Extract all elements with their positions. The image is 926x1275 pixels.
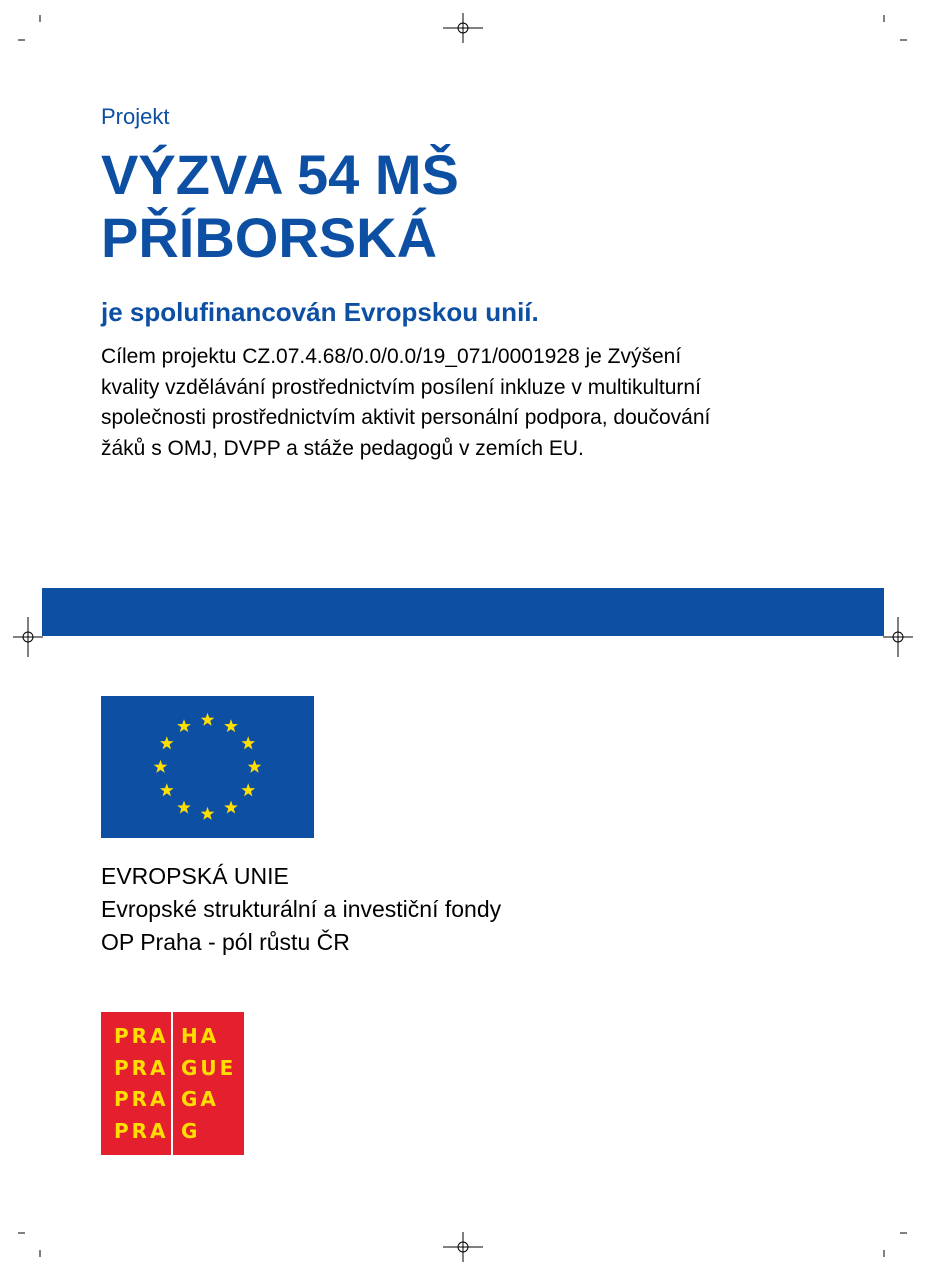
eu-flag-star-icon: [224, 801, 238, 814]
eu-flag-icon: [101, 696, 314, 838]
eu-flag-star-icon: [160, 783, 174, 796]
project-description: [101, 342, 821, 464]
praha-logo-text: G: [181, 1118, 201, 1143]
eu-flag-stars: [101, 696, 314, 838]
praha-logo: [101, 1012, 244, 1155]
description-line: kvality vzdělávání prostřednictvím posílení inkluze v multikulturní: [101, 375, 701, 399]
praha-logo-text: HA: [181, 1024, 220, 1048]
praha-logo-right-column: [181, 1021, 236, 1147]
eu-flag-star-icon: [241, 783, 255, 796]
description-line: žáků s OMJ, DVPP a stáže pedagogů v zemích EU.: [101, 436, 584, 460]
eu-flag-star-icon: [160, 736, 174, 749]
praha-logo-text: PRA: [114, 1118, 169, 1143]
eu-name: EVROPSKÁ UNIE: [101, 863, 289, 889]
registration-mark-icon: [443, 1232, 483, 1262]
description-line: Cílem projektu CZ.07.4.68/0.0/0.0/19_071/0001928 je Zvýšení: [101, 345, 682, 368]
eu-flag-star-icon: [201, 713, 215, 726]
project-label: Projekt: [101, 104, 170, 129]
eu-flag-star-icon: [248, 760, 262, 773]
eu-flag-star-icon: [201, 807, 215, 820]
project-title-line-1: VÝZVA 54 MŠ: [101, 143, 459, 206]
praha-logo-text: PRA: [114, 1055, 169, 1080]
eu-flag-star-icon: [224, 719, 238, 732]
praha-logo-left-column: [114, 1021, 169, 1147]
eu-funds-name: Evropské strukturální a investiční fondy: [101, 896, 502, 922]
eu-flag-star-icon: [154, 760, 168, 773]
eu-flag-star-icon: [241, 736, 255, 749]
praha-logo-text: PRA: [114, 1087, 169, 1111]
praha-logo-text: PRA: [114, 1024, 169, 1048]
project-title: [101, 143, 459, 269]
eu-flag-star-icon: [177, 719, 191, 732]
praha-logo-text: GUE: [181, 1055, 237, 1080]
registration-mark-icon: [883, 617, 913, 657]
eu-flag-star-icon: [177, 801, 191, 814]
registration-mark-icon: [13, 617, 43, 657]
cofinancing-subtitle: je spolufinancován Evropskou unií.: [101, 297, 539, 327]
blue-divider-band: [42, 588, 884, 636]
registration-mark-icon: [443, 13, 483, 43]
praha-logo-text: GA: [181, 1087, 219, 1111]
description-line: společnosti prostřednictvím aktivit personální podpora, doučování: [101, 406, 711, 429]
operational-programme: OP Praha - pól růstu ČR: [101, 929, 350, 955]
project-title-line-2: PŘÍBORSKÁ: [101, 206, 438, 269]
eu-funding-text: [101, 860, 501, 959]
praha-logo-divider: [171, 1012, 173, 1155]
